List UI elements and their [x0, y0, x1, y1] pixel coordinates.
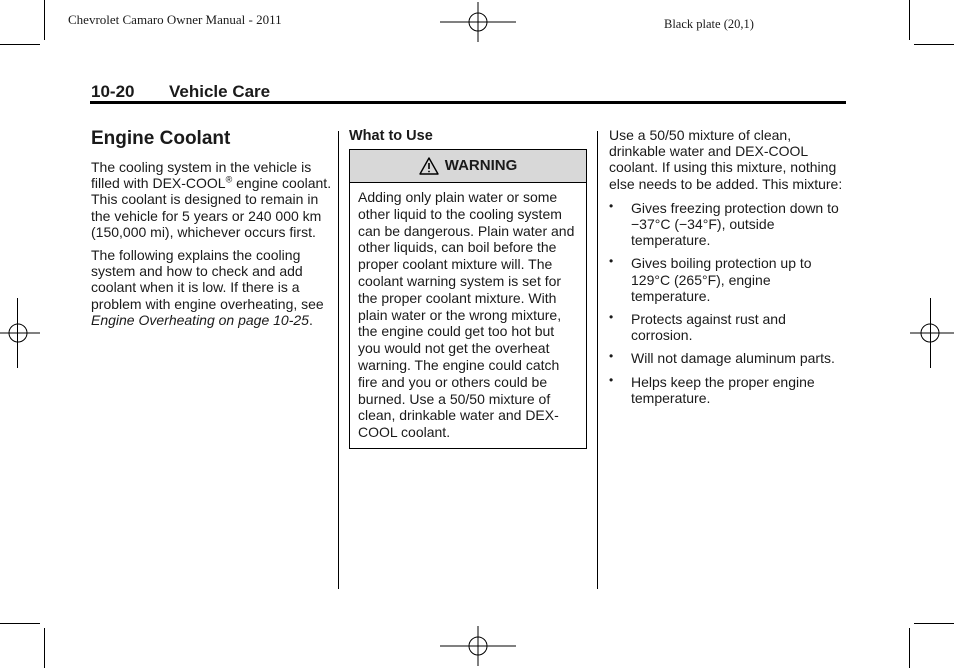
page-number: 10-20: [91, 82, 135, 101]
column-divider: [338, 131, 339, 589]
column-mixture: [609, 127, 849, 413]
registration-mark-left: [0, 313, 40, 353]
crop-mark: [0, 44, 40, 45]
bullet-icon: •: [609, 254, 614, 269]
paragraph: Use a 50/50 mixture of clean, drinkable water and DEX-COOL coolant. If using this mixture, nothing else needs to be added. This mixture:: [609, 127, 843, 192]
paragraph: [91, 159, 333, 240]
registration-mark-bottom: [440, 626, 516, 666]
crop-mark: [44, 628, 45, 668]
list-item-text: Protects against rust and corrosion.: [631, 311, 786, 344]
paragraph-text: engine coolant. This coolant is designed to remain in the vehicle for 5 years or 240 000 km (150,000 mi), whichever occurs first.: [91, 175, 332, 240]
column-engine-coolant: [91, 129, 333, 335]
column-divider: [597, 131, 598, 589]
section-rule: [90, 101, 846, 104]
list-item: [609, 200, 849, 249]
list-item: [609, 255, 849, 304]
bullet-icon: •: [609, 349, 614, 364]
warning-triangle-icon: [419, 157, 439, 175]
bullet-icon: •: [609, 372, 614, 387]
list-item-text: Helps keep the proper engine temperature.: [631, 373, 815, 406]
list-item: [609, 374, 849, 406]
warning-text: Adding only plain water or some other liquid to the cooling system can be dangerous. Plain water and other liquids, can boil before the proper coolant mixture will. The coolant warning system is set for the proper coolant mixture. With plain water or the wrong mixture, the engine could get too hot but you would not get the overheat warning. The engine could catch fire and you or others could be burned. Use a 50/50 mixture of clean, drinkable water and DEX-COOL coolant.: [358, 189, 575, 441]
bullet-icon: •: [609, 198, 614, 213]
list-item-text: Will not damage aluminum parts.: [631, 350, 835, 367]
warning-box: [349, 149, 587, 449]
running-header-left: Chevrolet Camaro Owner Manual - 2011: [68, 12, 282, 27]
column-what-to-use: [349, 128, 587, 449]
crop-mark: [914, 623, 954, 624]
crop-mark: [909, 0, 910, 40]
list-item: [609, 311, 849, 343]
bullet-list: [609, 200, 849, 406]
running-header-right: Black plate (20,1): [664, 17, 754, 31]
section-title: Vehicle Care: [169, 82, 271, 101]
paragraph: [91, 247, 333, 328]
paragraph-text: The following explains the cooling system and how to check and add coolant when it is low. If there is a problem with engine overheating, see: [91, 247, 324, 312]
subheading: What to Use: [349, 128, 433, 144]
paragraph-text: The cooling system in the vehicle is filled with DEX-COOL: [91, 159, 312, 192]
crop-mark: [0, 623, 40, 624]
section-header: [91, 82, 270, 102]
bullet-icon: •: [609, 310, 614, 325]
cross-reference-link[interactable]: Engine Overheating on page 10-25: [91, 311, 309, 328]
list-item-text: Gives freezing protection down to −37°C (−34°F), outside temperature.: [631, 199, 839, 249]
registered-mark: ®: [225, 174, 233, 185]
crop-mark: [44, 0, 45, 40]
registration-mark-top: [440, 2, 516, 42]
registration-mark-right: [910, 313, 954, 353]
warning-header: [350, 150, 586, 183]
crop-mark: [909, 628, 910, 668]
warning-label: WARNING: [444, 156, 518, 174]
list-item-text: Gives boiling protection up to 129°C (265°F), engine temperature.: [631, 255, 812, 304]
page-title: Engine Coolant: [91, 128, 231, 149]
crop-mark: [914, 44, 954, 45]
paragraph-text: .: [308, 311, 313, 328]
list-item: [609, 350, 849, 366]
